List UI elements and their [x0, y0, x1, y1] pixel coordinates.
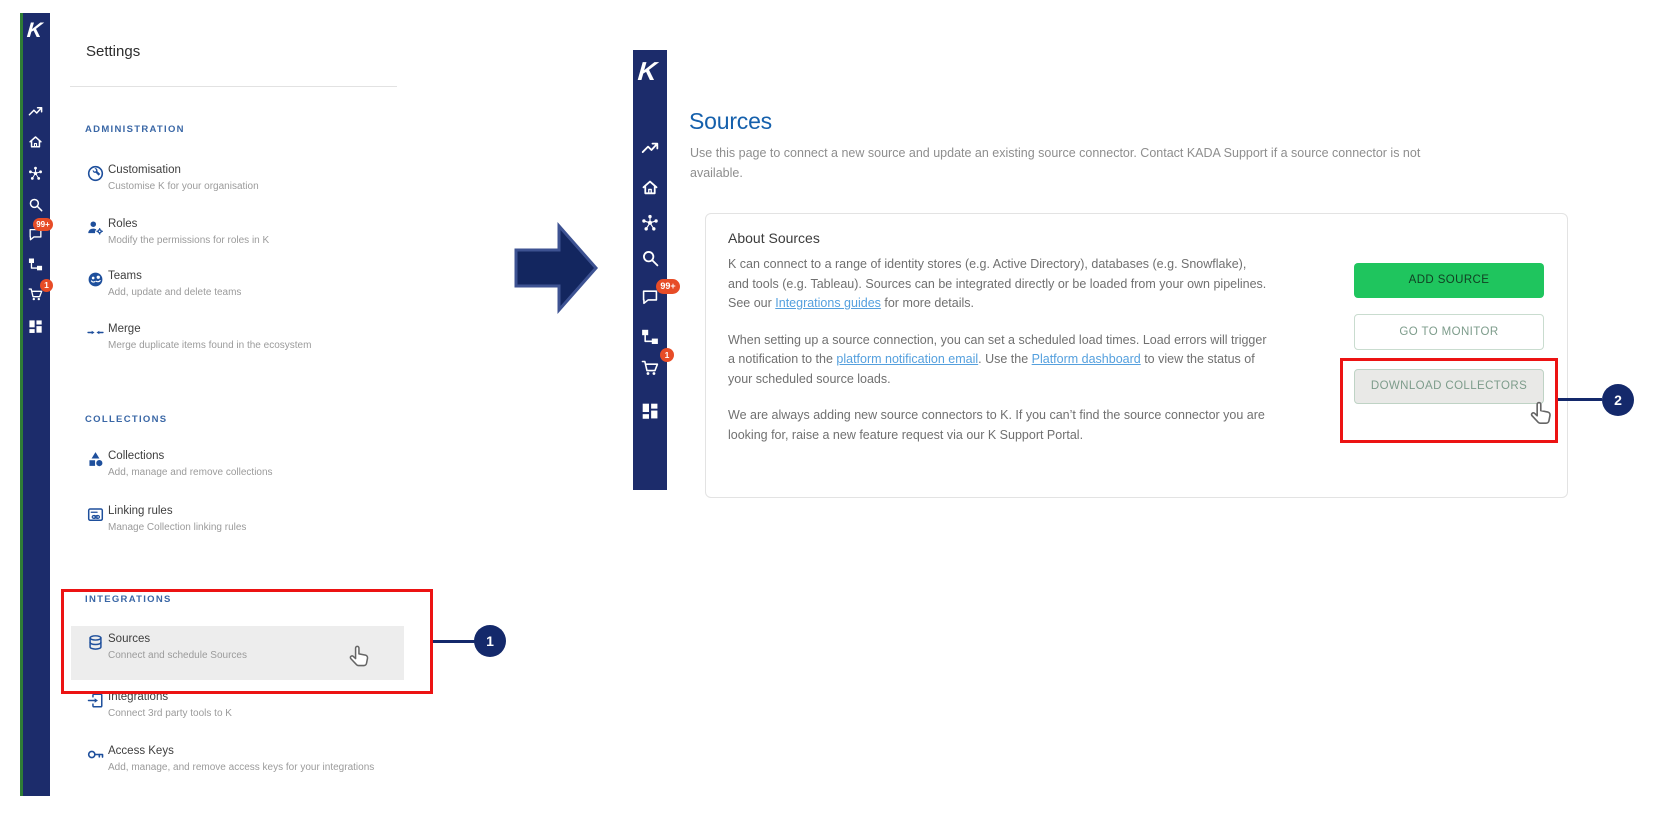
- cart-icon[interactable]: [641, 359, 659, 377]
- item-title: Access Keys: [108, 745, 174, 757]
- item-desc: Connect and schedule Sources: [108, 650, 247, 661]
- integrations-icon: [87, 692, 104, 709]
- item-title: Customisation: [108, 164, 181, 176]
- chat-badge: 99+: [33, 218, 53, 231]
- page-title-settings: Settings: [86, 43, 141, 60]
- chat-badge: 99+: [656, 279, 680, 294]
- app-sidebar-right: [633, 50, 667, 490]
- paragraph-1: [728, 255, 1268, 314]
- hierarchy-icon[interactable]: [28, 257, 43, 272]
- intro-line: available.: [690, 165, 743, 180]
- text-run: K can connect to a range of identity stores (e.g. Active Directory), databases (e.g. Snowflake), and tools (e.g. Tableau). Sources can be integrated directly or be loaded from your own pipelines. See our: [728, 257, 1267, 310]
- teams-icon: [87, 271, 104, 288]
- item-desc: Manage Collection linking rules: [108, 522, 247, 533]
- item-title: Merge: [108, 323, 141, 335]
- add-source-button[interactable]: ADD SOURCE: [1354, 263, 1544, 298]
- dashboard-icon[interactable]: [641, 402, 659, 420]
- settings-item-linking-rules[interactable]: [71, 505, 404, 549]
- text-run: to view the status of your scheduled source loads.: [728, 352, 1255, 386]
- callout-box-1: [61, 589, 433, 694]
- k-logo: K: [26, 19, 43, 42]
- cart-badge: 1: [40, 279, 53, 292]
- cursor-pointer-icon: [348, 644, 374, 670]
- cursor-pointer-icon: [1529, 400, 1557, 428]
- linking-icon: [87, 506, 104, 523]
- item-desc: Add, manage, and remove access keys for your integrations: [108, 762, 375, 773]
- item-title: Linking rules: [108, 505, 173, 517]
- item-desc: Connect 3rd party tools to K: [108, 708, 232, 719]
- download-collectors-button[interactable]: DOWNLOAD COLLECTORS: [1354, 369, 1544, 404]
- k-logo: K: [636, 56, 658, 86]
- settings-item-collections[interactable]: [71, 450, 404, 494]
- search-icon[interactable]: [28, 197, 43, 212]
- integrations-guides-link[interactable]: Integrations guides: [775, 296, 881, 310]
- callout-badge-2: 2: [1602, 384, 1634, 416]
- item-desc: Merge duplicate items found in the ecosystem: [108, 340, 312, 351]
- text-run: When setting up a source connection, you can set a scheduled load times. Load errors will trigger a notification to the: [728, 332, 1267, 366]
- collections-icon: [87, 451, 104, 468]
- search-icon[interactable]: [641, 249, 659, 267]
- section-collections: COLLECTIONS: [85, 414, 168, 425]
- paragraph-2: [728, 331, 1268, 390]
- section-administration: ADMINISTRATION: [85, 124, 185, 135]
- paragraph-3: [728, 406, 1268, 445]
- app-sidebar-left: [23, 13, 50, 796]
- item-desc: Add, manage and remove collections: [108, 467, 273, 478]
- section-integrations: INTEGRATIONS: [85, 594, 172, 605]
- text-run: for more details.: [880, 296, 974, 310]
- item-desc: Customise K for your organisation: [108, 181, 259, 192]
- next-step-arrow-icon: [512, 221, 600, 315]
- settings-item-access-keys[interactable]: [71, 745, 404, 789]
- intro-line: Use this page to connect a new source and update an existing source connector. Contact KADA Support if a source connector is not: [690, 146, 1421, 160]
- customisation-icon: [87, 165, 104, 182]
- page-intro: [690, 144, 1470, 183]
- hierarchy-icon[interactable]: [641, 328, 659, 346]
- settings-item-teams[interactable]: [71, 270, 404, 314]
- text-run: . Use the: [978, 352, 1032, 366]
- platform-notification-email-link[interactable]: platform notification email: [836, 352, 979, 366]
- item-title: Collections: [108, 450, 165, 462]
- dashboard-icon[interactable]: [28, 319, 43, 334]
- settings-item-integrations[interactable]: [71, 691, 404, 735]
- platform-dashboard-link[interactable]: Platform dashboard: [1031, 352, 1141, 366]
- callout-line-2: [1558, 398, 1602, 401]
- text-run: We are always adding new source connectors to K. If you can’t find the source connector you are looking for, raise a new feature request via our K Support Portal.: [728, 408, 1265, 442]
- item-title: Roles: [108, 218, 138, 230]
- card-text: [728, 255, 1268, 462]
- trending-icon[interactable]: [641, 138, 659, 156]
- cart-badge: 1: [660, 348, 674, 362]
- hub-icon[interactable]: [28, 166, 43, 181]
- settings-item-roles[interactable]: [71, 218, 404, 262]
- home-icon[interactable]: [28, 134, 43, 149]
- item-title: Integrations: [108, 691, 169, 703]
- settings-item-customisation[interactable]: [71, 164, 404, 208]
- card-heading: About Sources: [728, 230, 820, 246]
- hub-icon[interactable]: [641, 214, 659, 232]
- item-title: Sources: [108, 633, 151, 645]
- go-to-monitor-button[interactable]: GO TO MONITOR: [1354, 314, 1544, 350]
- callout-line-1: [433, 640, 475, 643]
- key-icon: [87, 746, 104, 763]
- page-title-sources: Sources: [689, 108, 772, 134]
- callout-badge-1: 1: [474, 625, 506, 657]
- home-icon[interactable]: [641, 178, 659, 196]
- settings-item-merge[interactable]: [71, 323, 404, 367]
- item-desc: Add, update and delete teams: [108, 287, 242, 298]
- item-desc: Modify the permissions for roles in K: [108, 235, 270, 246]
- callout-box-2: [1340, 358, 1558, 443]
- item-title: Teams: [108, 270, 142, 282]
- merge-icon: [87, 324, 104, 341]
- divider: [70, 86, 397, 87]
- about-sources-card: [705, 213, 1568, 498]
- trending-icon[interactable]: [28, 103, 43, 118]
- roles-icon: [87, 219, 104, 236]
